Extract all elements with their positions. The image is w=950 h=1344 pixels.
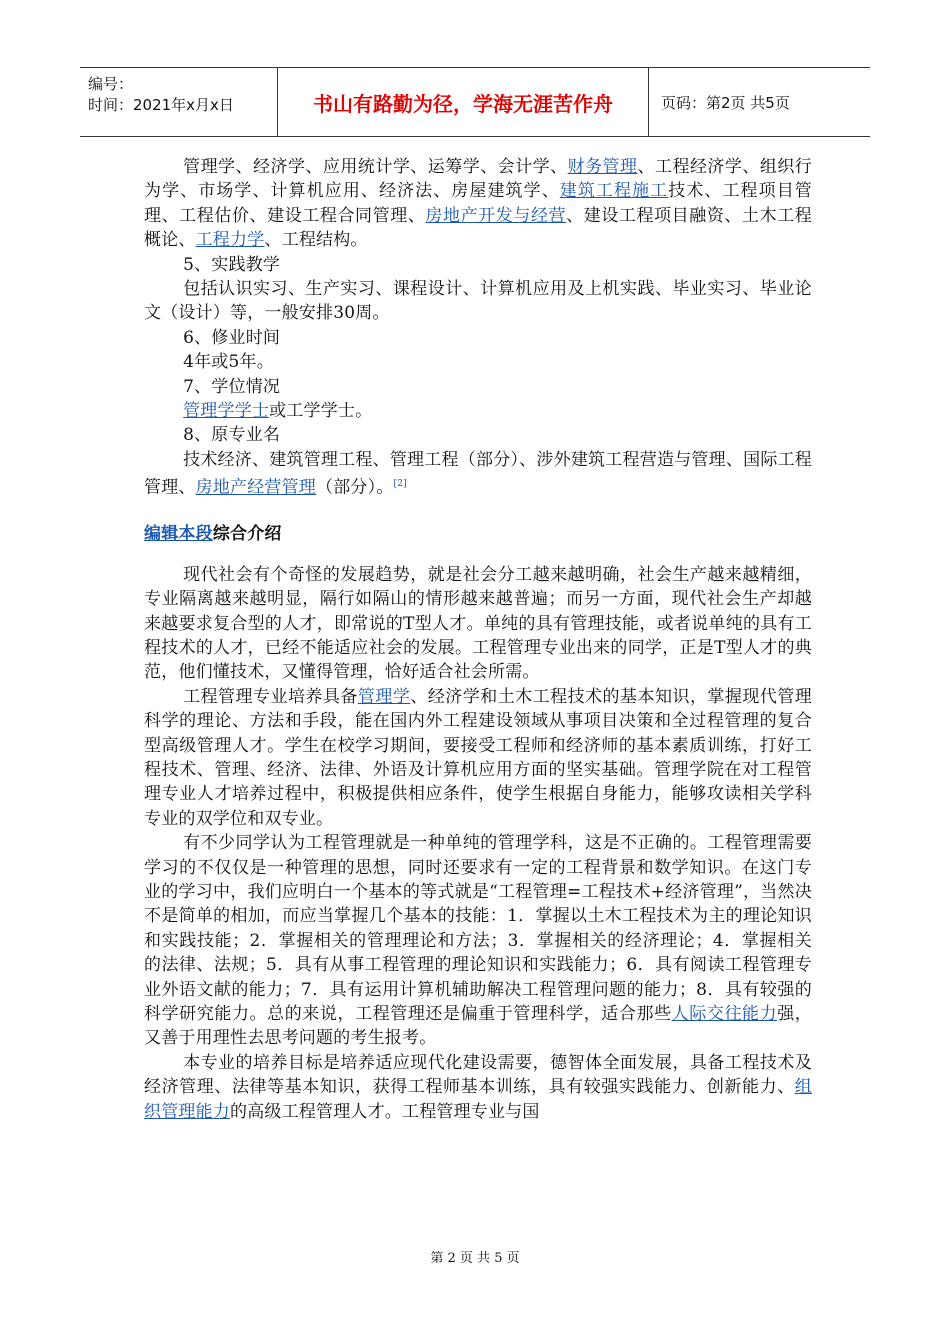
paragraph-duration: 4年或5年。 [183,352,274,373]
paragraph-degree [144,399,812,423]
paragraph-overview-4 [144,1051,812,1124]
link-organizational-skills[interactable]: 组织管理能力 [144,1077,812,1122]
link-management-bachelor[interactable]: 管理学学士 [183,401,270,422]
link-construction[interactable]: 建筑工程施工 [559,181,669,202]
heading-degree: 7、学位情况 [183,376,281,397]
heading-former-names: 8、原专业名 [183,425,281,446]
paragraph-courses [144,155,812,253]
text-run: 本专业的培养目标是培养适应现代化建设需要，德智体全面发展，具备工程技术及经济管理、法律等基本知识，获得工程师基本训练，具有较强实践能力、创新能力、 [144,1052,812,1098]
text-run: 、工程结构。 [264,230,368,251]
paragraph-former-names [144,448,812,500]
text-run: 有不少同学认为工程管理就是一种单纯的管理学科，这是不正确的。工程管理需要学习的不仅仅是一种管理的思想，同时还要求有一定的工程背景和数学知识。在这门专业的学习中，我们应明白一个基本的等式就是“工程管理=工程技术+经济管理”，当然决不是简单的相加，而应当掌握几个基本的技能：1．掌握以土木工程技术为主的理论知识和实践技能；2．掌握相关的管理理论和方法；3．掌握相关的经济理论；4．掌握相关的法律、法规；5．具有从事工程管理的理论知识和实践能力；6．具有阅读工程管理专业外语文献的能力；7．具有运用计算机辅助解决工程管理问题的能力；8．具有较强的科学研究能力。总的来说，工程管理还是偏重于管理科学，适合那些 [144,833,812,1025]
number-label: 编号： [88,75,134,93]
text-run: 工程管理专业培养具备 [183,686,358,707]
text-run: 的高级工程管理人才。工程管理专业与国 [230,1101,540,1122]
heading-practice: 5、实践教学 [183,254,281,275]
text-run: （部分）。 [316,477,394,498]
section-heading [144,522,812,546]
link-real-estate-management[interactable]: 房地产经营管理 [195,477,317,498]
edit-section-link[interactable]: 编辑本段 [144,524,213,545]
text-run: 管理学、经济学、应用统计学、运筹学、会计学、 [183,157,568,177]
header-page-code: 页码：第2页 共5页 [661,93,790,112]
citation-2[interactable]: [2] [393,479,407,490]
paragraph-overview-3 [144,831,812,1051]
page-footer: 第 2 页 共 5 页 [430,1251,520,1266]
header-meta [80,68,278,136]
text-run: 技术经济、建筑管理工程、管理工程（部分）、涉外建筑工程营造与管理、国际工程管理、 [144,449,812,498]
link-interpersonal-skills[interactable]: 人际交往能力 [671,1004,778,1025]
link-real-estate-development[interactable]: 房地产开发与经营 [425,205,567,226]
paragraph-overview-1: 现代社会有个奇怪的发展趋势，就是社会分工越来越明确，社会生产越来越精细，专业隔离越来越明显，隔行如隔山的情形越来越普遍；而另一方面，现代社会生产却越来越要求复合型的人才，即常说的T型人才。单纯的具有管理技能，或者说单纯的具有工程技术的人才，已经不能适应社会的发展。工程管理专业出来的同学，正是T型人才的典范，他们懂技术，又懂得管理，恰好适合社会所需。 [144,564,812,683]
time-label: 时间：2021年x月x日 [88,96,234,114]
text-run: 强，又善于用理性去思考问题的考生报考。 [144,1004,813,1049]
link-financial-management[interactable]: 财务管理 [567,157,638,177]
link-engineering-mechanics[interactable]: 工程力学 [195,230,265,251]
text-run: 、经济学和土木工程技术的基本知识，掌握现代管理科学的理论、方法和手段，能在国内外工程建设领域从事项目决策和全过程管理的复合型高级管理人才。学生在校学习期间，要接受工程师和经济师的基本素质训练，打好工程技术、管理、经济、法律、外语及计算机应用方面的坚实基础。管理学院在对工程管理专业人才培养过程中，积极提供相应条件，使学生根据自身能力，能够攻读相关学科专业的双学位和双专业。 [144,686,813,829]
link-management-science[interactable]: 管理学 [357,686,411,707]
header-slogan: 书山有路勤为径，学海无涯苦作舟 [278,68,649,136]
text-run: 、工程经济学、组织行为学、市场学、计算机应用、经济法、房屋建筑学、 [144,157,813,202]
paragraph-practice: 包括认识实习、生产实习、课程设计、计算机应用及上机实践、毕业实习、毕业论文（设计）等，一般安排30周。 [144,279,812,324]
heading-duration: 6、修业时间 [183,327,281,348]
text-run: 、建设工程项目融资、土木工程概论、 [144,205,812,251]
section-title: 综合介绍 [212,524,282,545]
text-run: 或工学学士。 [269,401,373,422]
text-run: 技术、工程项目管理、工程估价、建设工程合同管理、 [144,181,812,226]
page-header [80,67,870,137]
paragraph-overview-2 [144,685,812,831]
document-body [144,155,812,1124]
